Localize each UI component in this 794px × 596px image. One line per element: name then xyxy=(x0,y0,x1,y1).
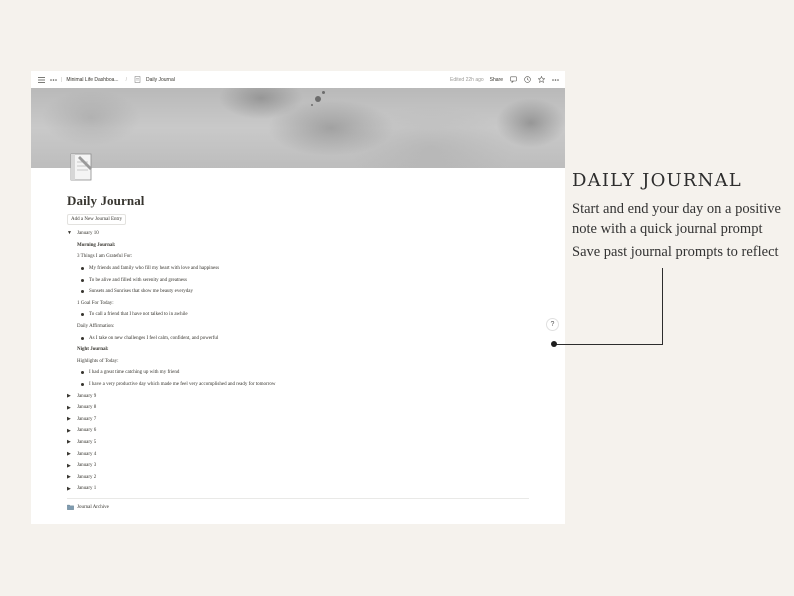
promo-line-2: Save past journal prompts to reflect xyxy=(572,244,779,260)
more-options-icon[interactable] xyxy=(551,76,559,84)
app-window xyxy=(31,71,565,524)
toggle-closed-icon[interactable]: ▶ xyxy=(67,463,71,469)
top-bar xyxy=(31,71,565,88)
breadcrumb-separator: / xyxy=(125,76,127,83)
toggle-closed-icon[interactable]: ▶ xyxy=(67,394,71,400)
entry-date: January 8 xyxy=(77,405,97,411)
entry-date: January 6 xyxy=(77,428,97,434)
comment-icon[interactable] xyxy=(509,76,517,84)
bullet-dot xyxy=(81,279,84,282)
list-item-text: I have a very productive day which made me feel very accomplished and ready for tomorrow xyxy=(89,382,276,388)
breadcrumb-parent[interactable]: Minimal Life Dashboa... xyxy=(66,76,119,83)
folder-icon xyxy=(67,504,74,510)
promo-line-1: Start and end your day on a positive note with a quick journal prompt xyxy=(572,201,781,237)
list-item xyxy=(77,379,537,391)
list-item xyxy=(77,286,537,298)
toggle-entry[interactable] xyxy=(67,483,537,495)
entry-date: January 9 xyxy=(77,393,97,399)
night-heading: Night Journal: xyxy=(77,347,109,353)
entry-body xyxy=(67,240,537,391)
toggle-closed-icon[interactable]: ▶ xyxy=(67,440,71,446)
callout-line-horizontal xyxy=(554,344,663,345)
promo-title: DAILY JOURNAL xyxy=(572,170,742,191)
bullet-dot xyxy=(81,290,84,293)
toggle-entry[interactable] xyxy=(67,425,537,437)
breadcrumb-current[interactable]: Daily Journal xyxy=(145,76,175,83)
list-item-text: To be alive and filled with serenity and greatness xyxy=(89,277,187,283)
toggle-closed-icon[interactable]: ▶ xyxy=(67,452,71,458)
toggle-closed-icon[interactable]: ▶ xyxy=(67,486,71,492)
toggle-entry[interactable] xyxy=(67,471,537,483)
more-horizontal-icon[interactable] xyxy=(49,76,57,84)
edited-timestamp: Edited 22h ago xyxy=(450,76,484,83)
toggle-open-icon[interactable]: ▼ xyxy=(67,231,72,237)
highlights-label: Highlights of Today: xyxy=(77,358,119,364)
toggle-closed-icon[interactable]: ▶ xyxy=(67,405,71,411)
affirmation-label: Daily Affirmation: xyxy=(77,324,115,330)
entry-date: January 2 xyxy=(77,474,97,480)
cover-image xyxy=(31,88,565,168)
toggle-closed-icon[interactable]: ▶ xyxy=(67,417,71,423)
toggle-entry[interactable] xyxy=(67,390,537,402)
add-entry-button[interactable]: Add a New Journal Entry xyxy=(67,214,126,225)
star-icon[interactable] xyxy=(537,76,545,84)
entry-date: January 5 xyxy=(77,439,97,445)
divider xyxy=(67,498,529,499)
entry-date: January 3 xyxy=(77,463,97,469)
toggle-entry[interactable] xyxy=(67,402,537,414)
list-item xyxy=(77,263,537,275)
bullet-dot xyxy=(81,337,84,340)
page-content xyxy=(67,193,537,513)
list-item xyxy=(77,332,537,344)
bullet-dot xyxy=(81,371,84,374)
list-item xyxy=(77,309,537,321)
toggle-closed-icon[interactable]: ▶ xyxy=(67,428,71,434)
grateful-label: 3 Things I am Grateful For: xyxy=(77,254,133,260)
toggle-entry[interactable] xyxy=(67,460,537,472)
list-item-text: To call a friend that I have not talked to in awhile xyxy=(89,312,188,318)
toggle-closed-icon[interactable]: ▶ xyxy=(67,475,71,481)
bullet-dot xyxy=(81,383,84,386)
archive-label: Journal Archive xyxy=(77,504,109,510)
history-clock-icon[interactable] xyxy=(523,76,531,84)
journal-page-icon xyxy=(134,76,142,84)
toggle-entry-january-10[interactable] xyxy=(67,228,537,240)
toggle-entry[interactable] xyxy=(67,437,537,449)
goal-label: 1 Goal For Today: xyxy=(77,300,114,306)
page-title: Daily Journal xyxy=(67,193,145,208)
list-item-text: I had a great time catching up with my friend xyxy=(89,370,180,376)
toggle-entry[interactable] xyxy=(67,414,537,426)
share-button[interactable]: Share xyxy=(489,76,503,83)
journal-archive-link[interactable] xyxy=(67,502,537,513)
toggle-entry[interactable] xyxy=(67,448,537,460)
callout-line-vertical xyxy=(662,268,663,345)
breadcrumb-divider: | xyxy=(61,76,63,83)
notebook-icon[interactable] xyxy=(68,152,94,182)
callout-dot xyxy=(551,341,557,347)
entry-date: January 1 xyxy=(77,486,97,492)
list-item xyxy=(77,274,537,286)
list-item xyxy=(77,367,537,379)
ink-drop xyxy=(315,96,321,102)
entry-date: January 7 xyxy=(77,416,97,422)
list-item-text: Sunsets and Sunrises that show me beauty everyday xyxy=(89,289,194,295)
list-item-text: As I take on new challenges I feel calm, confident, and powerful xyxy=(89,335,219,341)
morning-heading: Morning Journal: xyxy=(77,242,116,248)
bullet-dot xyxy=(81,267,84,270)
menu-icon[interactable] xyxy=(37,76,45,84)
entry-date: January 10 xyxy=(77,231,99,237)
bullet-dot xyxy=(81,313,84,316)
entry-date: January 4 xyxy=(77,451,97,457)
list-item-text: My friends and family who fill my heart with love and happiness xyxy=(89,266,220,272)
ink-drop xyxy=(322,91,325,94)
ink-drop xyxy=(311,104,313,106)
help-button[interactable]: ? xyxy=(546,318,559,331)
